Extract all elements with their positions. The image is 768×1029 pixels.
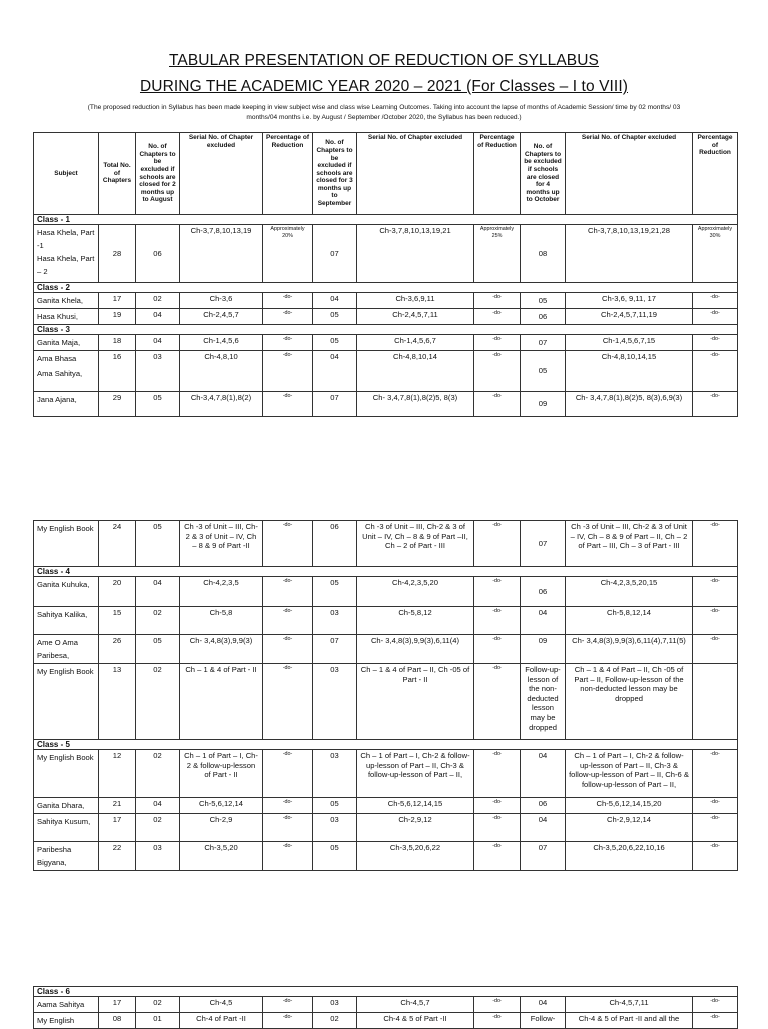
empty-cell	[693, 366, 738, 391]
empty-cell	[263, 366, 313, 391]
reduction-note	[48, 103, 720, 123]
header-percentage-3-months: Percentage of Reduction	[474, 133, 521, 215]
table-row	[34, 814, 738, 842]
chapters-2-months-cell: 03	[136, 842, 180, 871]
syllabus-table-part-3	[33, 986, 738, 1029]
header-chapters-2-months: No. of Chapters to be excluded if schools are closed for 2 months up to August	[136, 133, 180, 215]
percentage-2-months-cell: -do-	[263, 309, 313, 325]
subject-cell: Ama Sahitya,	[34, 366, 99, 391]
percentage-4-months-cell: -do-	[693, 521, 738, 567]
serial-2-months-cell: Ch-3,4,7,8(1),8(2)	[180, 391, 263, 416]
chapters-3-months-cell: 02	[313, 1013, 357, 1029]
serial-2-months-cell: Ch – 1 & 4 of Part - II	[180, 664, 263, 740]
total-chapters-cell: 28	[99, 225, 136, 283]
percentage-3-months-cell: -do-	[474, 1013, 521, 1029]
serial-2-months-cell: Ch-2,9	[180, 814, 263, 842]
chapters-4-months-cell: 09	[521, 635, 566, 664]
chapters-2-months-cell: 02	[136, 750, 180, 798]
total-chapters-cell: 24	[99, 521, 136, 567]
subject-cell: Ganita Maja,	[34, 335, 99, 351]
total-chapters-cell: 17	[99, 997, 136, 1013]
total-chapters-cell: 22	[99, 842, 136, 871]
percentage-2-months-cell: -do-	[263, 635, 313, 664]
class-5-heading: Class - 5	[34, 740, 738, 750]
serial-3-months-cell: Ch-2,4,5,7,11	[357, 309, 474, 325]
chapters-4-months-cell: 07	[521, 335, 566, 351]
percentage-4-months-cell: -do-	[693, 997, 738, 1013]
serial-4-months-cell: Ch-4,8,10,14,15	[566, 351, 693, 367]
percentage-4-months-cell: -do-	[693, 309, 738, 325]
subject-cell: Ame O Ama Paribesa,	[34, 635, 99, 664]
serial-3-months-cell: Ch-3,7,8,10,13,19,21	[357, 225, 474, 283]
percentage-3-months-cell: -do-	[474, 391, 521, 416]
table-row	[34, 1013, 738, 1029]
table-row	[34, 225, 738, 283]
total-chapters-cell: 12	[99, 750, 136, 798]
subject-cell: Sahitya Kalika,	[34, 607, 99, 635]
note-line-2: months/04 months i.e. by August / September /October 2020, the Syllabus has been reduced.)	[246, 114, 522, 121]
chapters-2-months-cell: 04	[136, 309, 180, 325]
title-line-1: TABULAR PRESENTATION OF REDUCTION OF SYLLABUS	[169, 52, 599, 69]
serial-4-months-cell: Ch-2,9,12,14	[566, 814, 693, 842]
total-chapters-cell: 21	[99, 798, 136, 814]
header-serial-2-months: Serial No. of Chapter excluded	[180, 133, 263, 215]
chapters-4-months-cell: 06	[521, 577, 566, 607]
serial-2-months-cell: Ch-4 of Part -II	[180, 1013, 263, 1029]
class-heading-row	[34, 740, 738, 750]
serial-3-months-cell: Ch-5,6,12,14,15	[357, 798, 474, 814]
chapters-2-months-cell: 06	[136, 225, 180, 283]
serial-4-months-cell: Ch-4 & 5 of Part -II and all the	[566, 1013, 693, 1029]
total-chapters-cell: 29	[99, 391, 136, 416]
total-chapters-cell: 19	[99, 309, 136, 325]
chapters-3-months-cell: 07	[313, 225, 357, 283]
percentage-3-months-cell: -do-	[474, 997, 521, 1013]
serial-4-months-cell: Ch – 1 of Part – I, Ch-2 & follow-up-lesson of Part – II, Ch-3 & follow-up-lesson of Part – II, Ch-6 & follow-up-lesson of Part – II,	[566, 750, 693, 798]
header-serial-3-months: Serial No. of Chapter excluded	[357, 133, 474, 215]
percentage-3-months-cell: -do-	[474, 521, 521, 567]
chapters-3-months-cell: 05	[313, 577, 357, 607]
chapters-3-months-cell: 03	[313, 997, 357, 1013]
percentage-3-months-cell: -do-	[474, 664, 521, 740]
chapters-4-months-cell: 06	[521, 798, 566, 814]
subject-cell: My English	[34, 1013, 99, 1029]
table-row	[34, 798, 738, 814]
header-percentage-2-months: Percentage of Reduction	[263, 133, 313, 215]
serial-2-months-cell: Ch -3 of Unit – III, Ch-2 & 3 of Unit – IV, Ch – 8 & 9 of Part -II	[180, 521, 263, 567]
syllabus-table-part-1	[33, 132, 738, 417]
percentage-4-months-cell: -do-	[693, 607, 738, 635]
subject-cell: Sahitya Kusum,	[34, 814, 99, 842]
percentage-2-months-cell: -do-	[263, 351, 313, 367]
chapters-4-months-cell: Follow-up-lesson of the non-deducted lesson may be dropped	[521, 664, 566, 740]
total-chapters-cell: 16	[99, 351, 136, 367]
class-heading-row	[34, 567, 738, 577]
chapters-4-months-cell: 09	[521, 391, 566, 416]
serial-4-months-cell: Ch – 1 & 4 of Part – II, Ch -05 of Part – II, Follow-up-lesson of the non-deducted lesson may be dropped	[566, 664, 693, 740]
chapters-4-months-cell: 04	[521, 997, 566, 1013]
chapters-4-months-cell: Follow-	[521, 1013, 566, 1029]
serial-2-months-cell: Ch-2,4,5,7	[180, 309, 263, 325]
table-row	[34, 842, 738, 871]
chapters-3-months-cell: 06	[313, 521, 357, 567]
total-chapters-cell: 26	[99, 635, 136, 664]
percentage-3-months-cell: -do-	[474, 577, 521, 607]
percentage-2-months-cell: -do-	[263, 798, 313, 814]
serial-2-months-cell: Ch-3,5,20	[180, 842, 263, 871]
empty-cell	[566, 366, 693, 391]
subject-cell: Ganita Khela,	[34, 293, 99, 309]
percentage-2-months-cell: -do-	[263, 607, 313, 635]
serial-2-months-cell: Ch-3,7,8,10,13,19	[180, 225, 263, 283]
serial-3-months-cell: Ch-4 & 5 of Part -II	[357, 1013, 474, 1029]
subject-cell: Hasa Khusi,	[34, 309, 99, 325]
percentage-2-months-cell: -do-	[263, 842, 313, 871]
total-chapters-cell: 13	[99, 664, 136, 740]
serial-4-months-cell: Ch-5,8,12,14	[566, 607, 693, 635]
percentage-4-months-cell: -do-	[693, 391, 738, 416]
chapters-3-months-cell: 05	[313, 335, 357, 351]
percentage-3-months-cell: -do-	[474, 309, 521, 325]
chapters-3-months-cell: 05	[313, 798, 357, 814]
table-row	[34, 366, 738, 391]
percentage-2-months-cell: -do-	[263, 335, 313, 351]
chapters-4-months-cell: 07	[521, 842, 566, 871]
chapters-3-months-cell: 03	[313, 750, 357, 798]
chapters-2-months-cell: 04	[136, 798, 180, 814]
header-chapters-3-months: No. of Chapters to be excluded if schools are closed for 3 months up to September	[313, 133, 357, 215]
empty-cell	[180, 366, 263, 391]
serial-2-months-cell: Ch – 1 of Part – I, Ch-2 & follow-up-lesson of Part - II	[180, 750, 263, 798]
serial-2-months-cell: Ch-5,6,12,14	[180, 798, 263, 814]
note-line-1: (The proposed reduction in Syllabus has been made keeping in view subject wise and class wise Learning Outcomes. Taking into account the lapse of months of Academic Session/ time by 02 months/ 03	[87, 104, 681, 111]
table-row	[34, 309, 738, 325]
percentage-3-months-cell: -do-	[474, 635, 521, 664]
subject-cell: Ganita Kuhuka,	[34, 577, 99, 607]
subject-cell	[34, 225, 99, 283]
chapters-4-months-cell: 05	[521, 351, 566, 392]
class-heading-row	[34, 325, 738, 335]
serial-4-months-cell: Ch- 3,4,7,8(1),8(2)5, 8(3),6,9(3)	[566, 391, 693, 416]
chapters-3-months-cell: 05	[313, 842, 357, 871]
serial-3-months-cell: Ch – 1 & 4 of Part – II, Ch -05 of Part - II	[357, 664, 474, 740]
total-chapters-cell: 17	[99, 814, 136, 842]
serial-3-months-cell: Ch-4,2,3,5,20	[357, 577, 474, 607]
chapters-3-months-cell: 03	[313, 664, 357, 740]
empty-cell	[313, 366, 357, 391]
class-heading-row	[34, 987, 738, 997]
subject-hasa-khela-part-2: Hasa Khela, Part – 2	[37, 254, 95, 276]
chapters-2-months-cell: 04	[136, 577, 180, 607]
chapters-2-months-cell: 02	[136, 814, 180, 842]
chapters-3-months-cell: 03	[313, 607, 357, 635]
table-row	[34, 635, 738, 664]
chapters-2-months-cell: 05	[136, 391, 180, 416]
header-serial-4-months: Serial No. of Chapter excluded	[566, 133, 693, 215]
percentage-2-months-cell: -do-	[263, 997, 313, 1013]
serial-2-months-cell: Ch-1,4,5,6	[180, 335, 263, 351]
serial-4-months-cell: Ch-4,2,3,5,20,15	[566, 577, 693, 607]
table-row	[34, 664, 738, 740]
subject-cell: Ama Bhasa	[34, 351, 99, 367]
subject-cell: Ganita Dhara,	[34, 798, 99, 814]
chapters-3-months-cell: 05	[313, 309, 357, 325]
chapters-2-months-cell: 02	[136, 997, 180, 1013]
table-row	[34, 577, 738, 607]
class-2-heading: Class - 2	[34, 283, 738, 293]
serial-2-months-cell: Ch-4,5	[180, 997, 263, 1013]
serial-2-months-cell: Ch-5,8	[180, 607, 263, 635]
subject-cell: My English Book	[34, 664, 99, 740]
chapters-2-months-cell: 05	[136, 635, 180, 664]
serial-3-months-cell: Ch – 1 of Part – I, Ch-2 & follow-up-lesson of Part – II, Ch-3 & follow-up-lesson of Part – II,	[357, 750, 474, 798]
percentage-3-months-cell: -do-	[474, 750, 521, 798]
serial-3-months-cell: Ch- 3,4,7,8(1),8(2)5, 8(3)	[357, 391, 474, 416]
percentage-3-months-cell: -do-	[474, 335, 521, 351]
total-chapters-cell: 08	[99, 1013, 136, 1029]
serial-4-months-cell: Ch-3,6, 9,11, 17	[566, 293, 693, 309]
percentage-4-months-cell: -do-	[693, 1013, 738, 1029]
empty-cell	[474, 366, 521, 391]
serial-3-months-cell: Ch- 3,4,8(3),9,9(3),6,11(4)	[357, 635, 474, 664]
chapters-2-months-cell: 04	[136, 335, 180, 351]
subject-cell: Aama Sahitya	[34, 997, 99, 1013]
chapters-4-months-cell: 07	[521, 521, 566, 567]
table-row	[34, 997, 738, 1013]
table-row	[34, 293, 738, 309]
serial-2-months-cell: Ch-4,8,10	[180, 351, 263, 367]
percentage-2-months-cell: -do-	[263, 664, 313, 740]
serial-3-months-cell: Ch-4,5,7	[357, 997, 474, 1013]
table-row	[34, 607, 738, 635]
chapters-2-months-cell: 02	[136, 607, 180, 635]
percentage-4-months-cell: -do-	[693, 842, 738, 871]
percentage-2-months-cell: -do-	[263, 1013, 313, 1029]
total-chapters-cell: 20	[99, 577, 136, 607]
subject-cell: My English Book	[34, 750, 99, 798]
header-chapters-4-months: No. of Chapters to be excluded if schools are closed for 4 months up to October	[521, 133, 566, 215]
chapters-3-months-cell: 04	[313, 351, 357, 367]
serial-3-months-cell: Ch-4,8,10,14	[357, 351, 474, 367]
percentage-4-months-cell: -do-	[693, 798, 738, 814]
chapters-2-months-cell: 01	[136, 1013, 180, 1029]
serial-3-months-cell: Ch-2,9,12	[357, 814, 474, 842]
percentage-2-months-cell: -do-	[263, 750, 313, 798]
serial-2-months-cell: Ch-4,2,3,5	[180, 577, 263, 607]
percentage-3-months-cell: -do-	[474, 798, 521, 814]
percentage-3-months-cell: -do-	[474, 814, 521, 842]
chapters-4-months-cell: 04	[521, 607, 566, 635]
chapters-2-months-cell: 02	[136, 293, 180, 309]
class-heading-row	[34, 283, 738, 293]
chapters-4-months-cell: 08	[521, 225, 566, 283]
class-3-heading: Class - 3	[34, 325, 738, 335]
serial-4-months-cell: Ch-3,7,8,10,13,19,21,28	[566, 225, 693, 283]
chapters-2-months-cell: 02	[136, 664, 180, 740]
chapters-4-months-cell: 06	[521, 309, 566, 325]
serial-4-months-cell: Ch-4,5,7,11	[566, 997, 693, 1013]
serial-4-months-cell: Ch- 3,4,8(3),9,9(3),6,11(4),7,11(5)	[566, 635, 693, 664]
table-row	[34, 391, 738, 416]
percentage-4-months-cell: Approximately 30%	[693, 225, 738, 283]
percentage-2-months-cell: Approximately 20%	[263, 225, 313, 283]
chapters-3-months-cell: 07	[313, 391, 357, 416]
serial-4-months-cell: Ch-5,6,12,14,15,20	[566, 798, 693, 814]
total-chapters-cell: 18	[99, 335, 136, 351]
header-total-chapters: Total No. of Chapters	[99, 133, 136, 215]
percentage-4-months-cell	[693, 664, 738, 740]
percentage-4-months-cell: -do-	[693, 335, 738, 351]
serial-2-months-cell: Ch- 3,4,8(3),9,9(3)	[180, 635, 263, 664]
chapters-3-months-cell: 03	[313, 814, 357, 842]
serial-3-months-cell: Ch-3,6,9,11	[357, 293, 474, 309]
serial-4-months-cell: Ch -3 of Unit – III, Ch-2 & 3 of Unit – IV, Ch – 8 & 9 of Part – II, Ch – 2 of Part – III, Ch – 3 of Part - III	[566, 521, 693, 567]
header-subject: Subject	[34, 133, 99, 215]
class-heading-row	[34, 215, 738, 225]
chapters-3-months-cell: 07	[313, 635, 357, 664]
percentage-3-months-cell: -do-	[474, 351, 521, 367]
empty-cell	[136, 366, 180, 391]
serial-2-months-cell: Ch-3,6	[180, 293, 263, 309]
percentage-3-months-cell: Approximately 25%	[474, 225, 521, 283]
percentage-4-months-cell: -do-	[693, 814, 738, 842]
percentage-2-months-cell: -do-	[263, 577, 313, 607]
table-row	[34, 750, 738, 798]
percentage-3-months-cell: -do-	[474, 842, 521, 871]
empty-cell	[357, 366, 474, 391]
subject-cell: Jana Ajana,	[34, 391, 99, 416]
percentage-2-months-cell: -do-	[263, 521, 313, 567]
serial-3-months-cell: Ch -3 of Unit – III, Ch-2 & 3 of Unit – IV, Ch – 8 & 9 of Part –II, Ch – 2 of Part - III	[357, 521, 474, 567]
class-1-heading: Class - 1	[34, 215, 738, 225]
chapters-4-months-cell: 05	[521, 293, 566, 309]
chapters-4-months-cell: 04	[521, 750, 566, 798]
percentage-4-months-cell: -do-	[693, 750, 738, 798]
chapters-4-months-cell: 04	[521, 814, 566, 842]
subject-cell: Paribesha Bigyana,	[34, 842, 99, 871]
table-row	[34, 521, 738, 567]
percentage-3-months-cell: -do-	[474, 607, 521, 635]
table-row	[34, 335, 738, 351]
serial-4-months-cell: Ch-2,4,5,7,11,19	[566, 309, 693, 325]
syllabus-table-part-2	[33, 520, 738, 871]
chapters-2-months-cell: 05	[136, 521, 180, 567]
table-row	[34, 351, 738, 367]
subject-hasa-khela-part-1: Hasa Khela, Part -1	[37, 228, 95, 250]
serial-4-months-cell: Ch-1,4,5,6,7,15	[566, 335, 693, 351]
total-chapters-cell: 15	[99, 607, 136, 635]
percentage-2-months-cell: -do-	[263, 391, 313, 416]
empty-cell	[99, 366, 136, 391]
header-percentage-4-months: Percentage of Reduction	[693, 133, 738, 215]
percentage-2-months-cell: -do-	[263, 814, 313, 842]
title-line-2: DURING THE ACADEMIC YEAR 2020 – 2021 (For Classes – I to VIII)	[139, 78, 629, 95]
chapters-2-months-cell: 03	[136, 351, 180, 367]
percentage-4-months-cell: -do-	[693, 293, 738, 309]
serial-4-months-cell: Ch-3,5,20,6,22,10,16	[566, 842, 693, 871]
subject-cell: My English Book	[34, 521, 99, 567]
total-chapters-cell: 17	[99, 293, 136, 309]
header-row	[34, 133, 738, 215]
percentage-4-months-cell: -do-	[693, 577, 738, 607]
serial-3-months-cell: Ch-1,4,5,6,7	[357, 335, 474, 351]
serial-3-months-cell: Ch-3,5,20,6,22	[357, 842, 474, 871]
percentage-2-months-cell: -do-	[263, 293, 313, 309]
serial-3-months-cell: Ch-5,8,12	[357, 607, 474, 635]
percentage-3-months-cell: -do-	[474, 293, 521, 309]
chapters-3-months-cell: 04	[313, 293, 357, 309]
percentage-4-months-cell: -do-	[693, 635, 738, 664]
percentage-4-months-cell: -do-	[693, 351, 738, 367]
class-4-heading: Class - 4	[34, 567, 738, 577]
class-6-heading: Class - 6	[34, 987, 738, 997]
